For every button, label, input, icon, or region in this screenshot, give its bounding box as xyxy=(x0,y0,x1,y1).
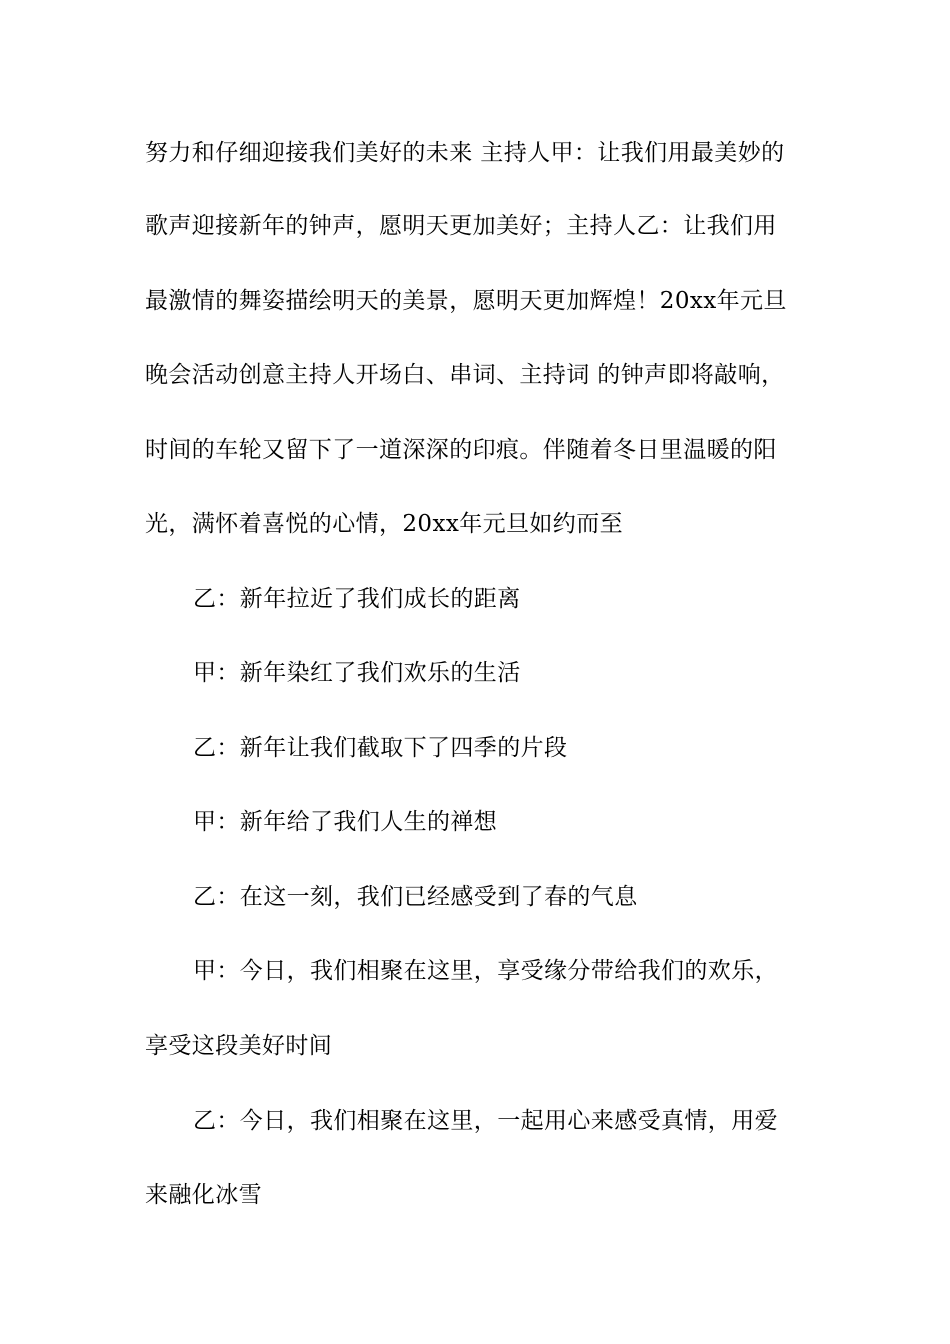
dialogue-line: 乙：在这一刻，我们已经感受到了春的气息 xyxy=(193,884,638,910)
paragraph-line: 最激情的舞姿描绘明天的美景，愿明天更加辉煌！20xx年元旦 xyxy=(145,288,787,314)
paragraph-line: 努力和仔细迎接我们美好的未来 主持人甲：让我们用最美妙的 xyxy=(145,140,785,166)
paragraph-line: 晚会活动创意主持人开场白、串词、主持词 的钟声即将敲响， xyxy=(145,362,785,388)
paragraph-line: 享受这段美好时间 xyxy=(145,1033,333,1059)
dialogue-line: 乙：新年拉近了我们成长的距离 xyxy=(193,586,521,612)
dialogue-line: 甲：新年染红了我们欢乐的生活 xyxy=(193,660,521,686)
dialogue-line: 乙：今日，我们相聚在这里，一起用心来感受真情，用爱 xyxy=(193,1108,778,1134)
paragraph-line: 光，满怀着喜悦的心情，20xx年元旦如约而至 xyxy=(145,511,624,537)
paragraph-line: 时间的车轮又留下了一道深深的印痕。伴随着冬日里温暖的阳 xyxy=(145,437,777,463)
dialogue-line: 甲：新年给了我们人生的禅想 xyxy=(193,809,498,835)
dialogue-line: 乙：新年让我们截取下了四季的片段 xyxy=(193,735,568,761)
paragraph-line: 歌声迎接新年的钟声，愿明天更加美好；主持人乙：让我们用 xyxy=(145,213,777,239)
paragraph-line: 来融化冰雪 xyxy=(145,1182,262,1208)
dialogue-line: 甲：今日，我们相聚在这里，享受缘分带给我们的欢乐， xyxy=(193,958,778,984)
